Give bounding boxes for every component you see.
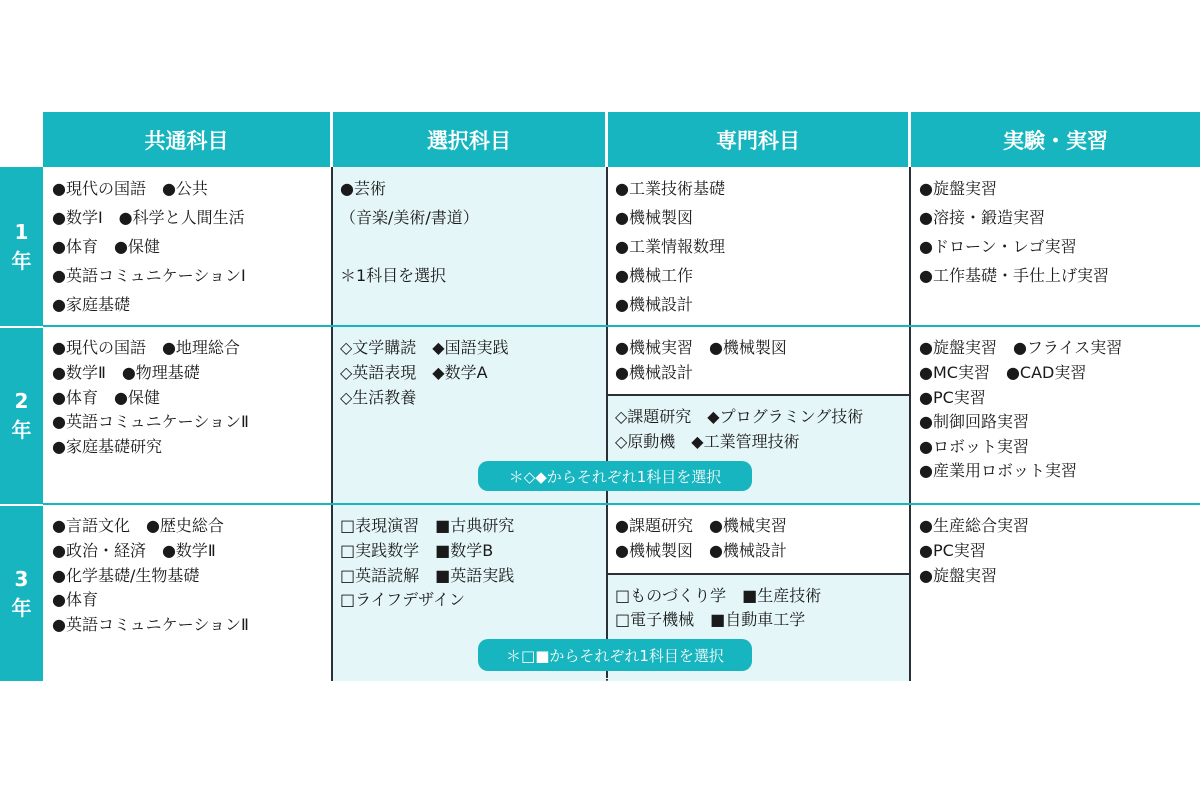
specialized-y1-item: ●工業情報数理 [615, 237, 725, 256]
elective-y2-item: ◇英語表現 ◆数学A [340, 363, 488, 382]
practice-y2-item: ●産業用ロボット実習 [919, 461, 1077, 480]
elective-y1-note: ＊1科目を選択 [340, 266, 447, 285]
header-common: 共通科目 [43, 112, 330, 167]
common-y3-item: ●化学基礎/生物基礎 [52, 566, 200, 585]
divider-vertical-3 [909, 167, 911, 681]
common-y2-item: ●家庭基礎研究 [52, 437, 162, 456]
specialized-y3-elective-item: □電子機械 ■自動車工学 [615, 610, 806, 629]
year-3-label [0, 504, 43, 681]
practice-y3-item: ●旋盤実習 [919, 566, 997, 585]
specialized-y3-elective-item: □ものづくり学 ■生産技術 [615, 586, 822, 605]
practice-y3-item: ●PC実習 [919, 541, 986, 560]
divider-vertical-2-dotted [606, 676, 608, 681]
selection-note-y2: ＊◇◆からそれぞれ1科目を選択 [478, 461, 752, 491]
specialized-y3-required-item: ●機械製図 ●機械設計 [615, 541, 787, 560]
year-2-kanji: 年 [11, 418, 32, 442]
selection-note-y3: ＊□■からそれぞれ1科目を選択 [478, 639, 752, 671]
practice-y1-item: ●旋盤実習 [919, 179, 997, 198]
specialized-y2-required-item: ●機械設計 [615, 363, 693, 382]
practice-y2-item: ●ロボット実習 [919, 437, 1029, 456]
practice-y1-item: ●溶接・鍛造実習 [919, 208, 1045, 227]
common-y1-item: ●英語コミュニケーションⅠ [52, 266, 246, 285]
divider-vertical-2 [606, 167, 608, 676]
specialized-y1-item: ●工業技術基礎 [615, 179, 725, 198]
header-elective: 選択科目 [333, 112, 605, 167]
common-y1-item: ●家庭基礎 [52, 295, 130, 314]
common-y1-item: ●現代の国語 ●公共 [52, 179, 208, 198]
specialized-y3-required-item: ●課題研究 ●機械実習 [615, 516, 787, 535]
common-y2-item: ●数学Ⅱ ●物理基礎 [52, 363, 200, 382]
header-practice: 実験・実習 [911, 112, 1200, 167]
practice-y2-item: ●PC実習 [919, 388, 986, 407]
divider-row-2 [43, 503, 1200, 505]
elective-y3-item: □実践数学 ■数学B [340, 541, 494, 560]
common-y3-item: ●言語文化 ●歴史総合 [52, 516, 224, 535]
elective-y1-item: ●芸術 [340, 179, 386, 198]
common-y3-item: ●体育 [52, 590, 98, 609]
elective-y3-item: □表現演習 ■古典研究 [340, 516, 515, 535]
specialized-y1-item: ●機械製図 [615, 208, 693, 227]
divider-vertical-1 [331, 167, 333, 681]
specialized-y2-required-item: ●機械実習 ●機械製図 [615, 338, 787, 357]
year-1-kanji: 年 [11, 248, 32, 273]
elective-y3-item: □英語読解 ■英語実践 [340, 566, 515, 585]
elective-y2-item: ◇文学購読 ◆国語実践 [340, 338, 509, 357]
common-y3-item: ●英語コミュニケーションⅡ [52, 615, 249, 634]
year-1-label [0, 167, 43, 326]
year-2-number: 2 [14, 389, 29, 413]
header-specialized: 専門科目 [608, 112, 908, 167]
practice-y1-item: ●工作基礎・手仕上げ実習 [919, 266, 1109, 285]
year-3-kanji: 年 [11, 595, 32, 620]
common-y2-item: ●現代の国語 ●地理総合 [52, 338, 240, 357]
practice-y2-item: ●制御回路実習 [919, 412, 1029, 431]
practice-y1-item: ●ドローン・レゴ実習 [919, 237, 1077, 256]
common-y1-item: ●体育 ●保健 [52, 237, 160, 256]
elective-y1-item: （音楽/美術/書道） [340, 208, 479, 227]
specialized-y1-item: ●機械工作 [615, 266, 693, 285]
elective-y3-item: □ライフデザイン [340, 590, 466, 609]
practice-y3-item: ●生産総合実習 [919, 516, 1029, 535]
divider-specialized-y2 [607, 394, 910, 396]
practice-y2-item: ●MC実習 ●CAD実習 [919, 363, 1087, 382]
divider-specialized-y3 [607, 573, 910, 575]
year-1-number: 1 [14, 219, 29, 244]
common-y1-item: ●数学Ⅰ ●科学と人間生活 [52, 208, 245, 227]
practice-y2-item: ●旋盤実習 ●フライス実習 [919, 338, 1123, 357]
common-y3-item: ●政治・経済 ●数学Ⅱ [52, 541, 216, 560]
year-3-number: 3 [14, 566, 29, 591]
specialized-y2-elective-item: ◇原動機 ◆工業管理技術 [615, 432, 800, 451]
divider-row-1 [43, 325, 1200, 327]
elective-y2-item: ◇生活教養 [340, 388, 417, 407]
year-2-label [0, 326, 43, 504]
specialized-y1-item: ●機械設計 [615, 295, 693, 314]
common-y2-item: ●英語コミュニケーションⅡ [52, 412, 249, 431]
specialized-y2-elective-item: ◇課題研究 ◆プログラミング技術 [615, 407, 864, 426]
common-y2-item: ●体育 ●保健 [52, 388, 160, 407]
